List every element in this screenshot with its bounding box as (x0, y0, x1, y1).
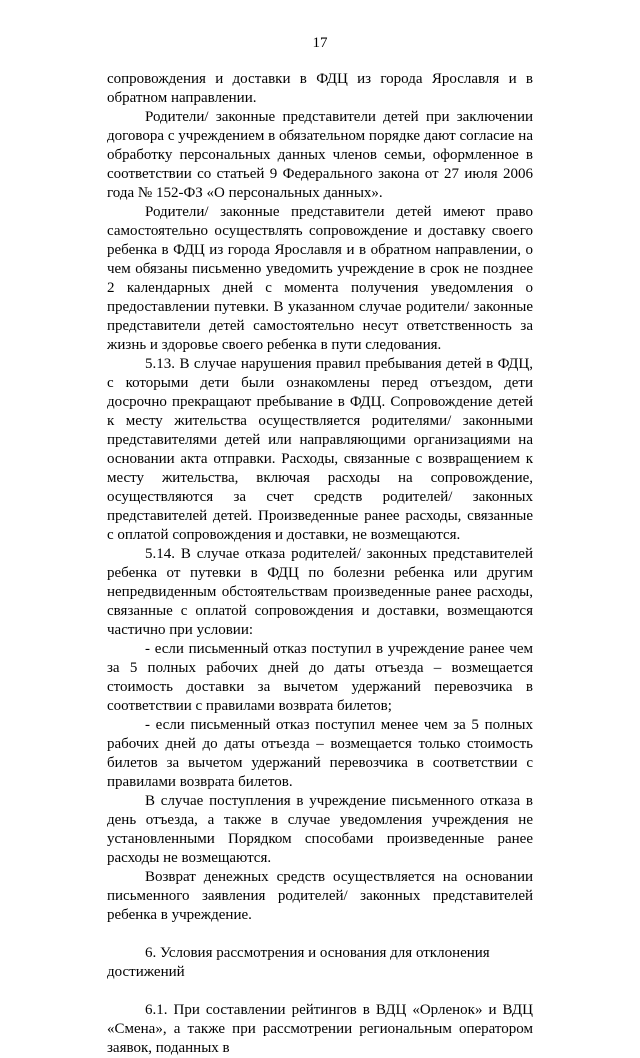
section-heading: 6. Условия рассмотрения и основания для отклонения достижений (107, 945, 490, 980)
paragraph-continuation: сопровождения и доставки в ФДЦ из города Ярославля и в обратном направлении. (107, 71, 533, 106)
paragraph-refund: Возврат денежных средств осуществляется на основании письменного заявления родителей/ законных представителей ребенка в учреждение. (107, 869, 533, 923)
paragraph-6-1: 6.1. При составлении рейтингов в ВДЦ «Орленок» и ВДЦ «Смена», а также при рассмотрении региональным оператором заявок, поданных в (107, 1002, 533, 1056)
document-body (107, 70, 533, 1058)
page-number: 17 (312, 35, 328, 51)
paragraph-consent: Родители/ законные представители детей при заключении договора с учреждением в обязательном порядке дают согласие на обработку персональных данных членов семьи, оформленное в соответствии со статьей 9 Федерального закона от 27 июля 2006 года № 152-ФЗ «О персональных данных». (107, 109, 533, 201)
paragraph-departure-day: В случае поступления в учреждение письменного отказа в день отъезда, а также в случае уведомления учреждения не установленными Порядком способами произведенные ранее расходы не возмещаются. (107, 793, 533, 866)
paragraph-condition-1: - если письменный отказ поступил в учреждение ранее чем за 5 полных рабочих дней до даты отъезда – возмещается стоимость доставки за вычетом удержаний перевозчика в соответствии с правилами возврата билетов; (107, 641, 533, 714)
paragraph-self-escort: Родители/ законные представители детей имеют право самостоятельно осуществлять сопровождение и доставку своего ребенка в ФДЦ из города Ярославля и в обратном направлении, о чем обязаны письменно уведомить учреждение в срок не позднее 2 календарных дней с момента получения уведомления о предоставлении путевки. В указанном случае родители/ законные представители детей самостоятельно несут ответственность за жизнь и здоровье своего ребенка в пути следования. (107, 204, 533, 353)
paragraph-5-13: 5.13. В случае нарушения правил пребывания детей в ФДЦ, с которыми дети были ознакомлены перед отъездом, дети досрочно прекращают пребывание в ФДЦ. Сопровождение детей к месту жительства осуществляется родителями/ законными представителями детей или направляющими организациями на основании акта отправки. Расходы, связанные с возвращением к месту жительства, включая расходы на сопровождение, осуществляются за счет средств родителей/ законных представителей детей. Произведенные ранее расходы, связанные с оплатой сопровождения и доставки, не возмещаются. (107, 356, 533, 543)
paragraph-condition-2: - если письменный отказ поступил менее чем за 5 полных рабочих дней до даты отъезда – возмещается только стоимость билетов за вычетом удержаний перевозчика в соответствии с правилами возврата билетов. (107, 717, 533, 790)
paragraph-5-14: 5.14. В случае отказа родителей/ законных представителей ребенка от путевки в ФДЦ по болезни ребенка или другим непредвиденным обстоятельствам произведенные ранее расходы, связанные с оплатой сопровождения и доставки, возмещаются частично при условии: (107, 546, 533, 638)
